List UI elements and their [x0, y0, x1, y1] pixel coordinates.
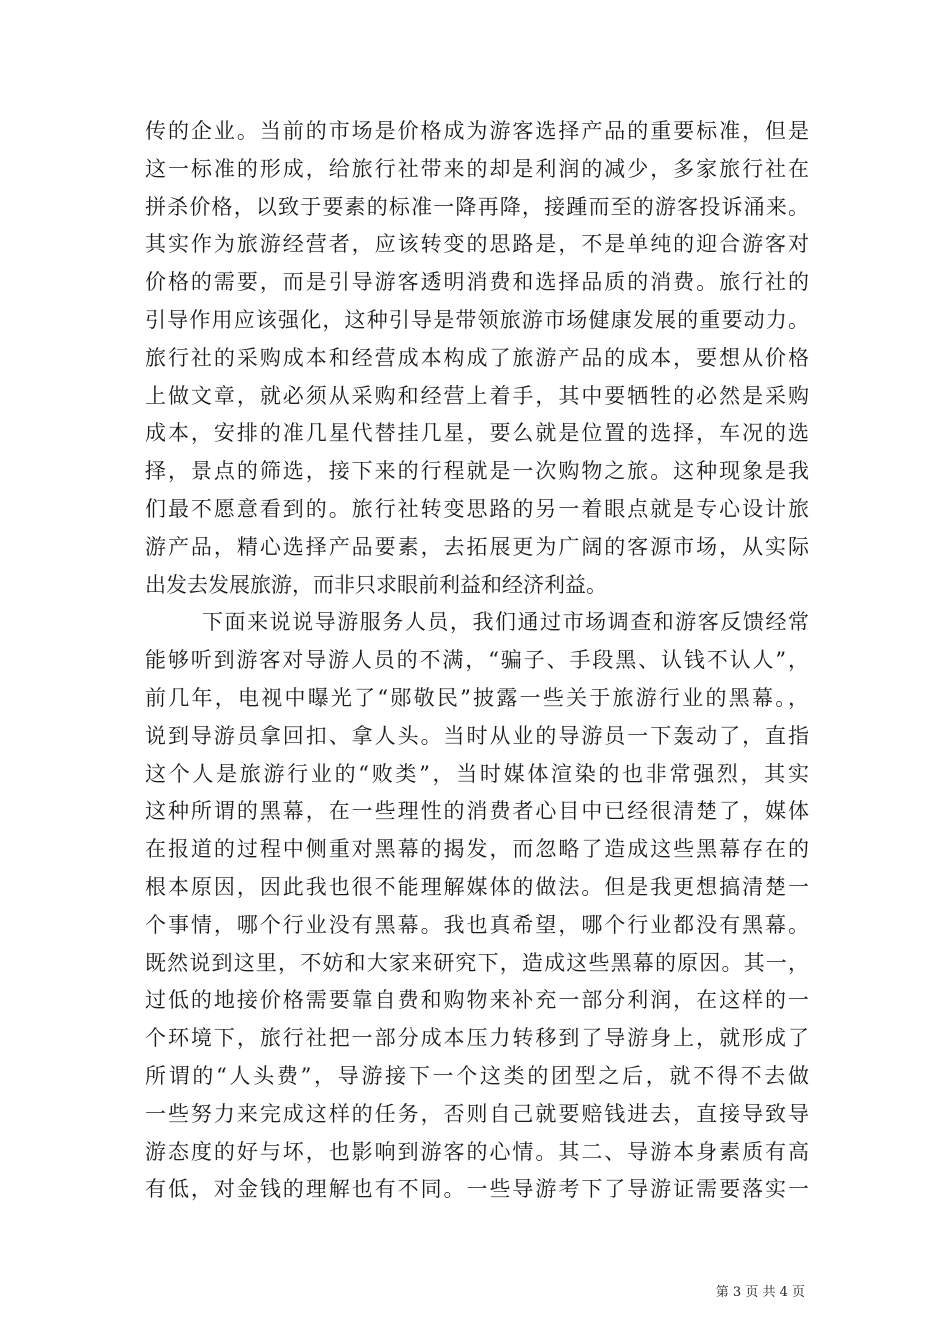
paragraph-start-line: 下面来说说导游服务人员，我们通过市场调查和游客反馈经常 — [202, 610, 809, 635]
text-line: 旅行社的采购成本和经营成本构成了旅游产品的成本，要想从价格 — [145, 345, 809, 370]
text-line: 成本，安排的准几星代替挂几星，要么就是位置的选择，车况的选 — [145, 421, 809, 446]
text-line: 这一标准的形成，给旅行社带来的却是利润的减少，多家旅行社在 — [145, 156, 809, 181]
text-line: 传的企业。当前的市场是价格成为游客选择产品的重要标准，但是 — [145, 119, 809, 143]
text-line: 有低，对金钱的理解也有不同。一些导游考下了导游证需要落实一 — [145, 1177, 809, 1202]
text-line: 所谓的“人头费”，导游接下一个这类的团型之后，就不得不去做 — [145, 1063, 809, 1088]
text-line: 价格的需要，而是引导游客透明消费和选择品质的消费。旅行社的 — [145, 270, 809, 295]
text-line: 根本原因，因此我也很不能理解媒体的做法。但是我更想搞清楚一 — [145, 874, 809, 899]
text-line: 引导作用应该强化，这种引导是带领旅游市场健康发展的重要动力。 — [145, 307, 809, 332]
text-line: 其实作为旅游经营者，应该转变的思路是，不是单纯的迎合游客对 — [145, 232, 809, 257]
text-line: 游态度的好与坏，也影响到游客的心情。其二、导游本身素质有高 — [145, 1139, 809, 1164]
text-line: 择，景点的筛选，接下来的行程就是一次购物之旅。这种现象是我 — [145, 459, 809, 484]
text-line: 一些努力来完成这样的任务，否则自己就要赔钱进去，直接导致导 — [145, 1101, 809, 1126]
body-text — [145, 113, 825, 1209]
text-line: 拼杀价格，以致于要素的标准一降再降，接踵而至的游客投诉涌来。 — [145, 194, 809, 219]
text-line: 在报道的过程中侧重对黑幕的揭发，而忽略了造成这些黑幕存在的 — [145, 837, 809, 862]
text-line: 这种所谓的黑幕，在一些理性的消费者心目中已经很清楚了，媒体 — [145, 799, 809, 824]
text-line: 上做文章，就必须从采购和经营上着手，其中要牺牲的必然是采购 — [145, 383, 809, 408]
text-line: 们最不愿意看到的。旅行社转变思路的另一着眼点就是专心设计旅 — [145, 496, 809, 521]
paragraph-end-line: 出发去发展旅游，而非只求眼前利益和经济利益。 — [145, 572, 607, 597]
text-line: 既然说到这里，不妨和大家来研究下，造成这些黑幕的原因。其一， — [145, 950, 809, 975]
text-line: 这个人是旅游行业的“败类”，当时媒体渲染的也非常强烈，其实 — [145, 761, 809, 786]
text-line: 过低的地接价格需要靠自费和购物来补充一部分利润，在这样的一 — [145, 988, 809, 1013]
text-line: 前几年，电视中曝光了“郧敬民”披露一些关于旅游行业的黑幕。， — [145, 685, 809, 710]
text-line: 说到导游员拿回扣、拿人头。当时从业的导游员一下轰动了，直指 — [145, 723, 809, 748]
text-line: 个环境下，旅行社把一部分成本压力转移到了导游身上，就形成了 — [145, 1026, 809, 1051]
text-line: 能够听到游客对导游人员的不满，“骗子、手段黑、认钱不认人”， — [145, 648, 809, 673]
text-line: 游产品，精心选择产品要素，去拓展更为广阔的客源市场，从实际 — [145, 534, 809, 559]
text-line: 个事情，哪个行业没有黑幕。我也真希望，哪个行业都没有黑幕。 — [145, 912, 809, 937]
page-number-footer: 第 3 页 共 4 页 — [715, 1285, 805, 1300]
